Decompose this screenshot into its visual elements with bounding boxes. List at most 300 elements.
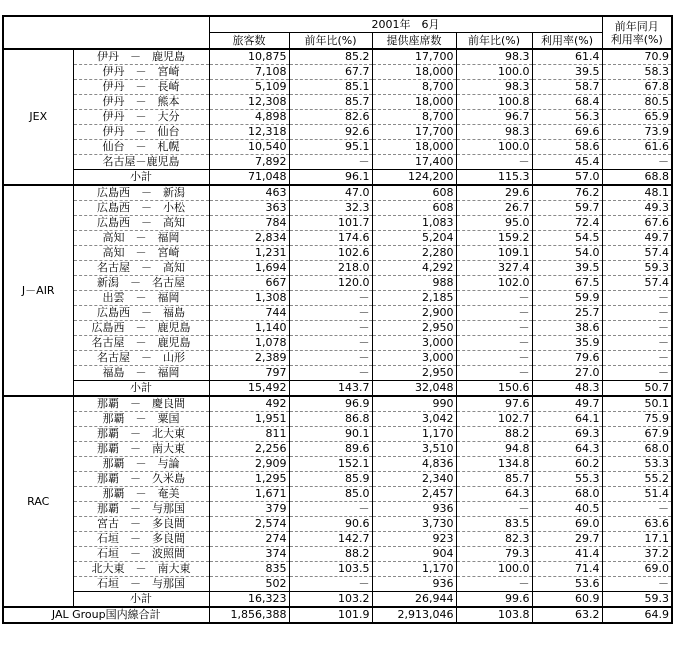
value-seats-yoy: 98.3 [456, 49, 532, 65]
value-pax-yoy: － [289, 291, 372, 306]
route-name: 那覇 － 北大東 [73, 427, 209, 442]
value-seats-yoy: － [456, 155, 532, 170]
route-name: 那覇 － 慶良間 [73, 396, 209, 412]
value-prev-util: － [602, 291, 672, 306]
value-passengers: 1,694 [209, 261, 289, 276]
route-name: 名古屋 － 鹿児島 [73, 336, 209, 351]
route-name: 宮古 － 多良間 [73, 517, 209, 532]
table-row [3, 547, 672, 562]
value-pax-yoy: 82.6 [289, 110, 372, 125]
value-seats: 3,000 [372, 336, 456, 351]
table-row [3, 427, 672, 442]
table-row [3, 49, 672, 65]
route-name: 福島 － 福岡 [73, 366, 209, 381]
airline-label: RAC [3, 396, 73, 607]
route-name: 石垣 － 多良間 [73, 532, 209, 547]
value-seats: 2,950 [372, 366, 456, 381]
value-seats-yoy: 29.6 [456, 185, 532, 201]
grand-total-pax-yoy: 101.9 [289, 607, 372, 623]
route-name: 広島西 － 鹿児島 [73, 321, 209, 336]
value-passengers: 1,671 [209, 487, 289, 502]
value-passengers: 12,308 [209, 95, 289, 110]
value-pax-yoy: － [289, 502, 372, 517]
value-passengers: 811 [209, 427, 289, 442]
table-row [3, 185, 672, 201]
value-seats: 2,900 [372, 306, 456, 321]
value-prev-util: 55.2 [602, 472, 672, 487]
value-passengers: 2,256 [209, 442, 289, 457]
value-seats-yoy: 83.5 [456, 517, 532, 532]
route-name: 石垣 － 与那国 [73, 577, 209, 592]
table-row [3, 80, 672, 95]
value-util: 59.7 [532, 201, 602, 216]
table-row [3, 396, 672, 412]
value-pax-yoy: 85.7 [289, 95, 372, 110]
table-row [3, 532, 672, 547]
value-seats-yoy: 100.8 [456, 95, 532, 110]
value-pax-yoy: 86.8 [289, 412, 372, 427]
value-seats-yoy: 98.3 [456, 80, 532, 95]
value-util: 68.4 [532, 95, 602, 110]
value-seats: 988 [372, 276, 456, 291]
table-row [3, 306, 672, 321]
value-passengers: 4,898 [209, 110, 289, 125]
grand-total-util: 63.2 [532, 607, 602, 623]
value-pax-yoy: 174.6 [289, 231, 372, 246]
value-util: 61.4 [532, 49, 602, 65]
value-prev-util: 67.9 [602, 427, 672, 442]
value-util: 64.3 [532, 442, 602, 457]
value-prev-util: 57.4 [602, 276, 672, 291]
value-prev-util: 59.3 [602, 261, 672, 276]
table-row [3, 65, 672, 80]
value-util: 38.6 [532, 321, 602, 336]
value-passengers: 363 [209, 201, 289, 216]
table-row [3, 261, 672, 276]
value-prev-util: 69.0 [602, 562, 672, 577]
value-prev-util: 53.3 [602, 457, 672, 472]
route-name: 伊丹 － 熊本 [73, 95, 209, 110]
value-seats: 936 [372, 577, 456, 592]
subtotal-row [3, 592, 672, 608]
value-seats-yoy: 327.4 [456, 261, 532, 276]
subtotal-seats-yoy: 150.6 [456, 381, 532, 397]
value-passengers: 7,892 [209, 155, 289, 170]
route-name: 高知 － 福岡 [73, 231, 209, 246]
value-pax-yoy: 85.1 [289, 80, 372, 95]
value-passengers: 1,295 [209, 472, 289, 487]
route-name: 新潟 － 名古屋 [73, 276, 209, 291]
value-prev-util: － [602, 351, 672, 366]
table-row [3, 487, 672, 502]
grand-total-seats-yoy: 103.8 [456, 607, 532, 623]
value-util: 29.7 [532, 532, 602, 547]
route-name: 那覇 － 与論 [73, 457, 209, 472]
grand-total-seats: 2,913,046 [372, 607, 456, 623]
value-util: 54.0 [532, 246, 602, 261]
route-name: 那覇 － 与那国 [73, 502, 209, 517]
value-pax-yoy: 120.0 [289, 276, 372, 291]
route-name: 伊丹 － 鹿児島 [73, 49, 209, 65]
route-name: 伊丹 － 長崎 [73, 80, 209, 95]
grand-total-label: JAL Group国内線合計 [3, 607, 209, 623]
subtotal-util: 60.9 [532, 592, 602, 608]
value-prev-util: 65.9 [602, 110, 672, 125]
table-row [3, 276, 672, 291]
value-seats: 4,292 [372, 261, 456, 276]
route-name: 伊丹 － 宮崎 [73, 65, 209, 80]
value-passengers: 1,951 [209, 412, 289, 427]
value-util: 69.6 [532, 125, 602, 140]
value-util: 56.3 [532, 110, 602, 125]
value-util: 39.5 [532, 65, 602, 80]
value-pax-yoy: 90.1 [289, 427, 372, 442]
table-row [3, 577, 672, 592]
value-pax-yoy: 85.9 [289, 472, 372, 487]
value-seats: 608 [372, 201, 456, 216]
value-seats-yoy: 100.0 [456, 562, 532, 577]
table-row [3, 201, 672, 216]
grand-total-row [3, 607, 672, 623]
value-util: 67.5 [532, 276, 602, 291]
value-pax-yoy: 101.7 [289, 216, 372, 231]
value-util: 76.2 [532, 185, 602, 201]
value-seats-yoy: 95.0 [456, 216, 532, 231]
value-prev-util: 68.0 [602, 442, 672, 457]
value-passengers: 784 [209, 216, 289, 231]
traffic-table [2, 15, 673, 624]
value-util: 64.1 [532, 412, 602, 427]
value-seats: 8,700 [372, 110, 456, 125]
value-util: 39.5 [532, 261, 602, 276]
value-util: 53.6 [532, 577, 602, 592]
value-passengers: 379 [209, 502, 289, 517]
table-row [3, 366, 672, 381]
subtotal-util: 57.0 [532, 170, 602, 186]
value-passengers: 502 [209, 577, 289, 592]
subtotal-passengers: 71,048 [209, 170, 289, 186]
subtotal-seats: 124,200 [372, 170, 456, 186]
route-name: 名古屋 － 高知 [73, 261, 209, 276]
value-seats-yoy: － [456, 306, 532, 321]
value-passengers: 744 [209, 306, 289, 321]
value-pax-yoy: 218.0 [289, 261, 372, 276]
value-seats: 3,000 [372, 351, 456, 366]
table-row [3, 291, 672, 306]
value-passengers: 2,909 [209, 457, 289, 472]
value-seats-yoy: 79.3 [456, 547, 532, 562]
value-seats-yoy: 100.0 [456, 140, 532, 155]
subtotal-pax-yoy: 143.7 [289, 381, 372, 397]
value-passengers: 7,108 [209, 65, 289, 80]
table-row [3, 155, 672, 170]
subtotal-seats-yoy: 99.6 [456, 592, 532, 608]
route-name: 那覇 － 久米島 [73, 472, 209, 487]
value-seats-yoy: － [456, 502, 532, 517]
value-seats-yoy: － [456, 321, 532, 336]
table-row [3, 216, 672, 231]
route-name: 伊丹 － 仙台 [73, 125, 209, 140]
value-seats-yoy: － [456, 336, 532, 351]
value-util: 58.6 [532, 140, 602, 155]
value-seats-yoy: － [456, 366, 532, 381]
value-prev-util: 50.1 [602, 396, 672, 412]
value-seats-yoy: 109.1 [456, 246, 532, 261]
value-seats: 17,700 [372, 125, 456, 140]
route-name: 出雲 － 福岡 [73, 291, 209, 306]
value-pax-yoy: － [289, 336, 372, 351]
value-util: 40.5 [532, 502, 602, 517]
value-prev-util: 37.2 [602, 547, 672, 562]
table-row [3, 351, 672, 366]
value-seats: 18,000 [372, 140, 456, 155]
subtotal-util: 48.3 [532, 381, 602, 397]
subtotal-seats: 32,048 [372, 381, 456, 397]
value-prev-util: － [602, 577, 672, 592]
value-seats: 3,730 [372, 517, 456, 532]
value-pax-yoy: 152.1 [289, 457, 372, 472]
value-passengers: 835 [209, 562, 289, 577]
table-row [3, 517, 672, 532]
value-prev-util: 67.8 [602, 80, 672, 95]
value-util: 69.3 [532, 427, 602, 442]
route-name: 那覇 － 奄美 [73, 487, 209, 502]
route-name: 那覇 － 粟国 [73, 412, 209, 427]
value-seats-yoy: 26.7 [456, 201, 532, 216]
route-name: 北大東 － 南大東 [73, 562, 209, 577]
value-passengers: 12,318 [209, 125, 289, 140]
value-util: 27.0 [532, 366, 602, 381]
value-passengers: 1,140 [209, 321, 289, 336]
value-util: 41.4 [532, 547, 602, 562]
value-seats: 1,170 [372, 562, 456, 577]
subtotal-pax-yoy: 103.2 [289, 592, 372, 608]
subtotal-row [3, 381, 672, 397]
value-util: 60.2 [532, 457, 602, 472]
value-seats-yoy: 134.8 [456, 457, 532, 472]
value-seats-yoy: － [456, 577, 532, 592]
value-seats-yoy: 97.6 [456, 396, 532, 412]
value-util: 55.3 [532, 472, 602, 487]
table-row [3, 231, 672, 246]
prev-util-header-line1: 前年同月 [614, 19, 659, 33]
value-passengers: 2,834 [209, 231, 289, 246]
value-prev-util: 75.9 [602, 412, 672, 427]
subtotal-label: 小計 [73, 592, 209, 608]
column-header: 前年比(%) [289, 33, 372, 50]
value-passengers: 2,574 [209, 517, 289, 532]
value-seats: 2,185 [372, 291, 456, 306]
table-row [3, 246, 672, 261]
table-row [3, 562, 672, 577]
value-pax-yoy: 32.3 [289, 201, 372, 216]
value-util: 72.4 [532, 216, 602, 231]
value-passengers: 2,389 [209, 351, 289, 366]
value-pax-yoy: 103.5 [289, 562, 372, 577]
subtotal-passengers: 16,323 [209, 592, 289, 608]
value-passengers: 10,540 [209, 140, 289, 155]
route-name: 広島西 － 福島 [73, 306, 209, 321]
table-row [3, 321, 672, 336]
value-seats: 3,042 [372, 412, 456, 427]
column-header: 前年比(%) [456, 33, 532, 50]
value-passengers: 374 [209, 547, 289, 562]
value-seats-yoy: 88.2 [456, 427, 532, 442]
value-seats: 2,280 [372, 246, 456, 261]
value-pax-yoy: 47.0 [289, 185, 372, 201]
value-util: 59.9 [532, 291, 602, 306]
subtotal-prev-util: 68.8 [602, 170, 672, 186]
subtotal-prev-util: 59.3 [602, 592, 672, 608]
value-pax-yoy: 85.2 [289, 49, 372, 65]
subtotal-label: 小計 [73, 170, 209, 186]
value-prev-util: － [602, 155, 672, 170]
value-prev-util: 61.6 [602, 140, 672, 155]
value-prev-util: 51.4 [602, 487, 672, 502]
table-row [3, 95, 672, 110]
value-passengers: 667 [209, 276, 289, 291]
value-prev-util: － [602, 321, 672, 336]
airline-label: JEX [3, 49, 73, 185]
value-seats-yoy: 100.0 [456, 65, 532, 80]
value-pax-yoy: 96.9 [289, 396, 372, 412]
value-seats-yoy: 159.2 [456, 231, 532, 246]
value-prev-util: 80.5 [602, 95, 672, 110]
value-passengers: 797 [209, 366, 289, 381]
value-seats-yoy: 85.7 [456, 472, 532, 487]
value-seats: 2,340 [372, 472, 456, 487]
route-name: 那覇 － 南大東 [73, 442, 209, 457]
subtotal-seats: 26,944 [372, 592, 456, 608]
value-seats: 936 [372, 502, 456, 517]
value-seats: 4,836 [372, 457, 456, 472]
value-pax-yoy: － [289, 155, 372, 170]
route-name: 石垣 － 波照間 [73, 547, 209, 562]
route-name: 高知 － 宮崎 [73, 246, 209, 261]
value-seats: 990 [372, 396, 456, 412]
column-header: 利用率(%) [532, 33, 602, 50]
subtotal-row [3, 170, 672, 186]
value-seats-yoy: 94.8 [456, 442, 532, 457]
value-passengers: 463 [209, 185, 289, 201]
value-seats-yoy: 102.0 [456, 276, 532, 291]
value-seats: 1,170 [372, 427, 456, 442]
subtotal-passengers: 15,492 [209, 381, 289, 397]
route-name: 広島西 － 高知 [73, 216, 209, 231]
column-header: 旅客数 [209, 33, 289, 50]
value-pax-yoy: 142.7 [289, 532, 372, 547]
value-pax-yoy: － [289, 577, 372, 592]
value-seats-yoy: 82.3 [456, 532, 532, 547]
value-pax-yoy: 85.0 [289, 487, 372, 502]
value-prev-util: 58.3 [602, 65, 672, 80]
value-prev-util: 63.6 [602, 517, 672, 532]
value-seats: 923 [372, 532, 456, 547]
traffic-report [2, 15, 673, 624]
value-util: 49.7 [532, 396, 602, 412]
value-seats-yoy: － [456, 291, 532, 306]
table-row [3, 457, 672, 472]
value-pax-yoy: 95.1 [289, 140, 372, 155]
table-row [3, 472, 672, 487]
value-prev-util: 73.9 [602, 125, 672, 140]
table-row [3, 125, 672, 140]
value-passengers: 10,875 [209, 49, 289, 65]
value-pax-yoy: 90.6 [289, 517, 372, 532]
table-row [3, 110, 672, 125]
table-row [3, 502, 672, 517]
airline-label: J－AIR [3, 185, 73, 396]
header-blank [3, 16, 209, 49]
value-seats: 5,204 [372, 231, 456, 246]
header-row-period [3, 16, 672, 33]
value-prev-util: 49.7 [602, 231, 672, 246]
value-pax-yoy: 89.6 [289, 442, 372, 457]
table-row [3, 140, 672, 155]
value-pax-yoy: 92.6 [289, 125, 372, 140]
value-pax-yoy: － [289, 306, 372, 321]
subtotal-seats-yoy: 115.3 [456, 170, 532, 186]
value-util: 71.4 [532, 562, 602, 577]
value-prev-util: － [602, 336, 672, 351]
prev-util-header-line2: 利用率(%) [610, 32, 663, 46]
value-seats: 2,457 [372, 487, 456, 502]
value-seats-yoy: 98.3 [456, 125, 532, 140]
value-util: 25.7 [532, 306, 602, 321]
prev-util-header [602, 16, 672, 49]
value-seats: 3,510 [372, 442, 456, 457]
value-seats: 8,700 [372, 80, 456, 95]
value-passengers: 5,109 [209, 80, 289, 95]
subtotal-pax-yoy: 96.1 [289, 170, 372, 186]
value-pax-yoy: 102.6 [289, 246, 372, 261]
column-header: 提供座席数 [372, 33, 456, 50]
value-seats: 608 [372, 185, 456, 201]
value-pax-yoy: － [289, 321, 372, 336]
value-pax-yoy: － [289, 351, 372, 366]
value-passengers: 492 [209, 396, 289, 412]
value-prev-util: 67.6 [602, 216, 672, 231]
value-prev-util: － [602, 502, 672, 517]
route-name: 仙台 － 札幌 [73, 140, 209, 155]
value-util: 58.7 [532, 80, 602, 95]
value-util: 69.0 [532, 517, 602, 532]
value-seats: 17,700 [372, 49, 456, 65]
value-seats: 904 [372, 547, 456, 562]
value-prev-util: 57.4 [602, 246, 672, 261]
route-name: 名古屋－鹿児島 [73, 155, 209, 170]
value-passengers: 1,231 [209, 246, 289, 261]
grand-total-passengers: 1,856,388 [209, 607, 289, 623]
table-row [3, 336, 672, 351]
value-seats: 1,083 [372, 216, 456, 231]
value-seats-yoy: 102.7 [456, 412, 532, 427]
value-util: 45.4 [532, 155, 602, 170]
value-util: 35.9 [532, 336, 602, 351]
subtotal-label: 小計 [73, 381, 209, 397]
value-seats-yoy: － [456, 351, 532, 366]
value-passengers: 1,308 [209, 291, 289, 306]
value-prev-util: 49.3 [602, 201, 672, 216]
route-name: 広島西 － 小松 [73, 201, 209, 216]
value-seats: 2,950 [372, 321, 456, 336]
grand-total-prev-util: 64.9 [602, 607, 672, 623]
route-name: 広島西 － 新潟 [73, 185, 209, 201]
value-seats: 18,000 [372, 65, 456, 80]
route-name: 伊丹 － 大分 [73, 110, 209, 125]
value-passengers: 274 [209, 532, 289, 547]
value-prev-util: 17.1 [602, 532, 672, 547]
